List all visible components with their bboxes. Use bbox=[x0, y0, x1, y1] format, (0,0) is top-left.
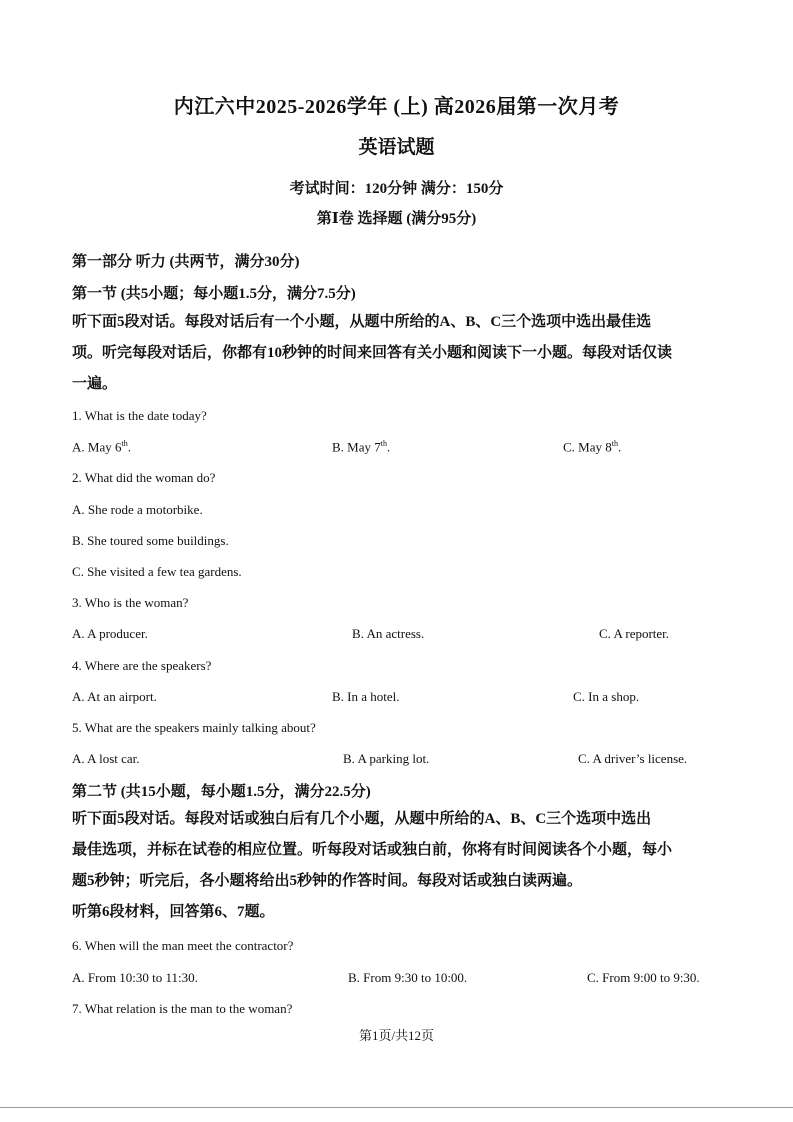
question-2-option-b: B. She toured some buildings. bbox=[72, 533, 229, 548]
section2-instruction-line-1: 听下面5段对话。每段对话或独白后有几个小题，从题中所给的A、B、C三个选项中选出 bbox=[72, 811, 652, 827]
question-5-option-c: C. A driver’s license. bbox=[578, 751, 688, 766]
exam-info: 考试时间：120分钟 满分：150分 bbox=[289, 181, 504, 197]
question-1-stem: 1. What is the date today? bbox=[72, 408, 207, 423]
material-note: 听第6段材料，回答第6、7题。 bbox=[72, 904, 275, 920]
question-3-option-b: B. An actress. bbox=[352, 626, 425, 641]
question-2-stem: 2. What did the woman do? bbox=[72, 470, 216, 485]
question-5-option-a: A. A lost car. bbox=[72, 751, 140, 766]
subject-title: 英语试题 bbox=[358, 137, 435, 158]
question-5-stem: 5. What are the speakers mainly talking about? bbox=[72, 720, 316, 735]
question-6-stem: 6. When will the man meet the contractor? bbox=[72, 938, 294, 953]
part1-heading: 第一部分 听力 (共两节，满分30分) bbox=[72, 254, 300, 270]
question-2-option-a: A. She rode a motorbike. bbox=[72, 502, 203, 517]
question-1-option-b: B. May 7th. bbox=[332, 439, 391, 455]
question-3-option-c: C. A reporter. bbox=[599, 626, 670, 641]
question-1-option-a: A. May 6th. bbox=[72, 439, 131, 455]
question-3-stem: 3. Who is the woman? bbox=[72, 595, 189, 610]
question-1-option-c: C. May 8th. bbox=[563, 439, 622, 455]
question-6-option-c: C. From 9:00 to 9:30. bbox=[587, 970, 700, 985]
question-5-option-b: B. A parking lot. bbox=[343, 751, 430, 766]
page-bottom-divider bbox=[0, 1107, 793, 1108]
section1-instruction-line-2: 项。听完每段对话后，你都有10秒钟的时间来回答有关小题和阅读下一小题。每段对话仅读 bbox=[72, 345, 673, 361]
volume-heading: 第Ⅰ卷 选择题 (满分95分) bbox=[316, 211, 477, 227]
question-2-option-c: C. She visited a few tea gardens. bbox=[72, 564, 242, 579]
question-7-stem: 7. What relation is the man to the woman? bbox=[72, 1001, 293, 1016]
section2-instruction-line-3: 题5秒钟；听完后，各小题将给出5秒钟的作答时间。每段对话或独白读两遍。 bbox=[72, 873, 583, 889]
section2-heading: 第二节 (共15小题，每小题1.5分，满分22.5分) bbox=[72, 784, 371, 800]
page-number: 第1页/共12页 bbox=[358, 1028, 435, 1043]
question-3-option-a: A. A producer. bbox=[72, 626, 148, 641]
section2-instruction-line-2: 最佳选项，并标在试卷的相应位置。听每段对话或独白前，你将有时间阅读各个小题，每小 bbox=[72, 842, 673, 858]
section1-instruction-line-1: 听下面5段对话。每段对话后有一个小题，从题中所给的A、B、C三个选项中选出最佳选 bbox=[72, 314, 652, 330]
section1-instruction-line-3: 一遍。 bbox=[72, 376, 118, 392]
question-4-option-b: B. In a hotel. bbox=[332, 689, 400, 704]
question-6-option-a: A. From 10:30 to 11:30. bbox=[72, 970, 198, 985]
question-6-option-b: B. From 9:30 to 10:00. bbox=[348, 970, 468, 985]
question-4-option-c: C. In a shop. bbox=[573, 689, 640, 704]
question-4-option-a: A. At an airport. bbox=[72, 689, 157, 704]
section1-heading: 第一节 (共5小题；每小题1.5分，满分7.5分) bbox=[72, 286, 356, 302]
question-4-stem: 4. Where are the speakers? bbox=[72, 658, 212, 673]
exam-title: 内江六中2025-2026学年 (上) 高2026届第一次月考 bbox=[173, 96, 620, 118]
